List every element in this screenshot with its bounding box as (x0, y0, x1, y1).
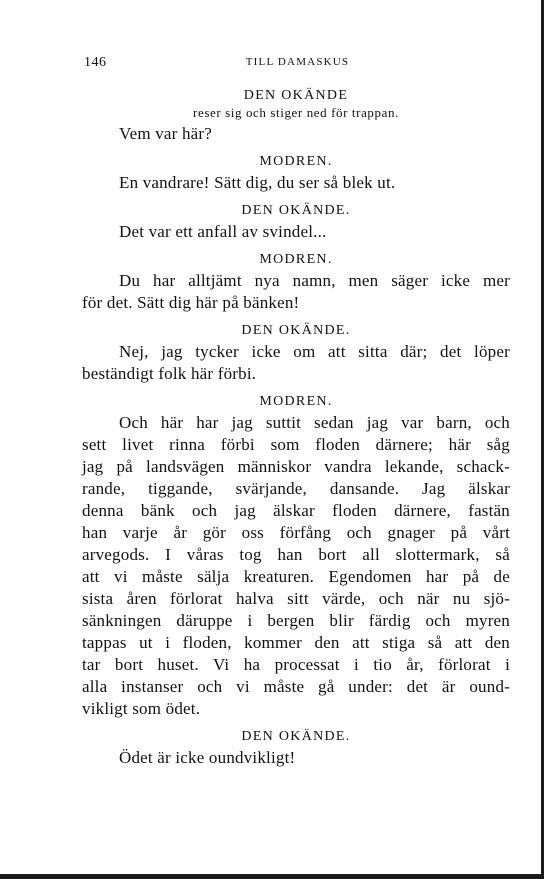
speech-line: arvegods. I våras tog han bort all slottermark, så (82, 545, 510, 564)
running-title: TILL DAMASKUS (245, 56, 350, 68)
speaker-heading: DEN OKÄNDE. (241, 729, 351, 744)
speech-line: Ödet är icke oundvikligt! (119, 748, 296, 767)
speech-line: denna bänk och jag älskar floden därnere, fastän (82, 501, 510, 520)
speech-line: Vem var här? (119, 124, 213, 143)
speech-line: Det var ett anfall av svindel... (119, 222, 327, 241)
speech-paragraph (82, 341, 510, 385)
speech-line: sänkningen däruppe i bergen blir färdig och myren (82, 611, 510, 630)
speech-paragraph (82, 270, 510, 314)
speech-line: rande, tiggande, svärjande, dansande. Jag älskar (82, 479, 510, 498)
speaker-heading: MODREN. (259, 154, 333, 169)
running-head (84, 55, 511, 73)
speech-line: Nej, jag tycker icke om att sitta där; det löper (119, 342, 510, 361)
speaker-heading: DEN OKÄNDE. (241, 203, 351, 218)
speech-line: vikligt som ödet. (82, 699, 201, 718)
speaker-heading: DEN OKÄNDE. (241, 323, 351, 338)
play-text (82, 86, 510, 769)
page-number: 146 (84, 55, 107, 70)
speech-paragraph (82, 747, 510, 769)
speech-line: tar bort huset. Vi ha processat i tio år, förlorat i (82, 655, 510, 674)
speech-paragraph (82, 412, 510, 720)
speech-line: beständigt folk här förbi. (82, 364, 257, 383)
speech-line: alla instanser och vi måste gå under: det är ound- (82, 677, 510, 696)
speaker-heading: MODREN. (259, 252, 333, 267)
speech-line: sett livet rinna förbi som floden därnere; här såg (82, 435, 510, 454)
speech-line: tappas ut i floden, kommer den att stiga så att den (82, 633, 510, 652)
speech-paragraph (82, 221, 510, 243)
speech-line: han varje år gör oss förfång och gnager på vårt (82, 523, 510, 542)
speech-paragraph (82, 172, 510, 194)
speech-line: Du har alltjämt nya namn, men säger icke mer (119, 271, 510, 290)
scan-edge-bottom (0, 874, 544, 879)
speech-paragraph (82, 123, 510, 145)
speech-line: En vandrare! Sätt dig, du ser så blek ut. (119, 173, 396, 192)
speech-line: för det. Sätt dig här på bänken! (82, 293, 300, 312)
speaker-heading: MODREN. (259, 394, 333, 409)
speech-line: Och här har jag suttit sedan jag var barn, och (119, 413, 510, 432)
speaker-heading: DEN OKÄNDE (243, 88, 349, 103)
speech-line: att vi måste sälja kreaturen. Egendomen har på de (82, 567, 510, 586)
speech-line: jag på landsvägen människor vandra lekande, schack- (82, 457, 510, 476)
speech-line: sista åren förlorat halva sitt värde, och när nu sjö- (82, 589, 510, 608)
stage-direction: reser sig och stiger ned för trappan. (193, 105, 399, 120)
